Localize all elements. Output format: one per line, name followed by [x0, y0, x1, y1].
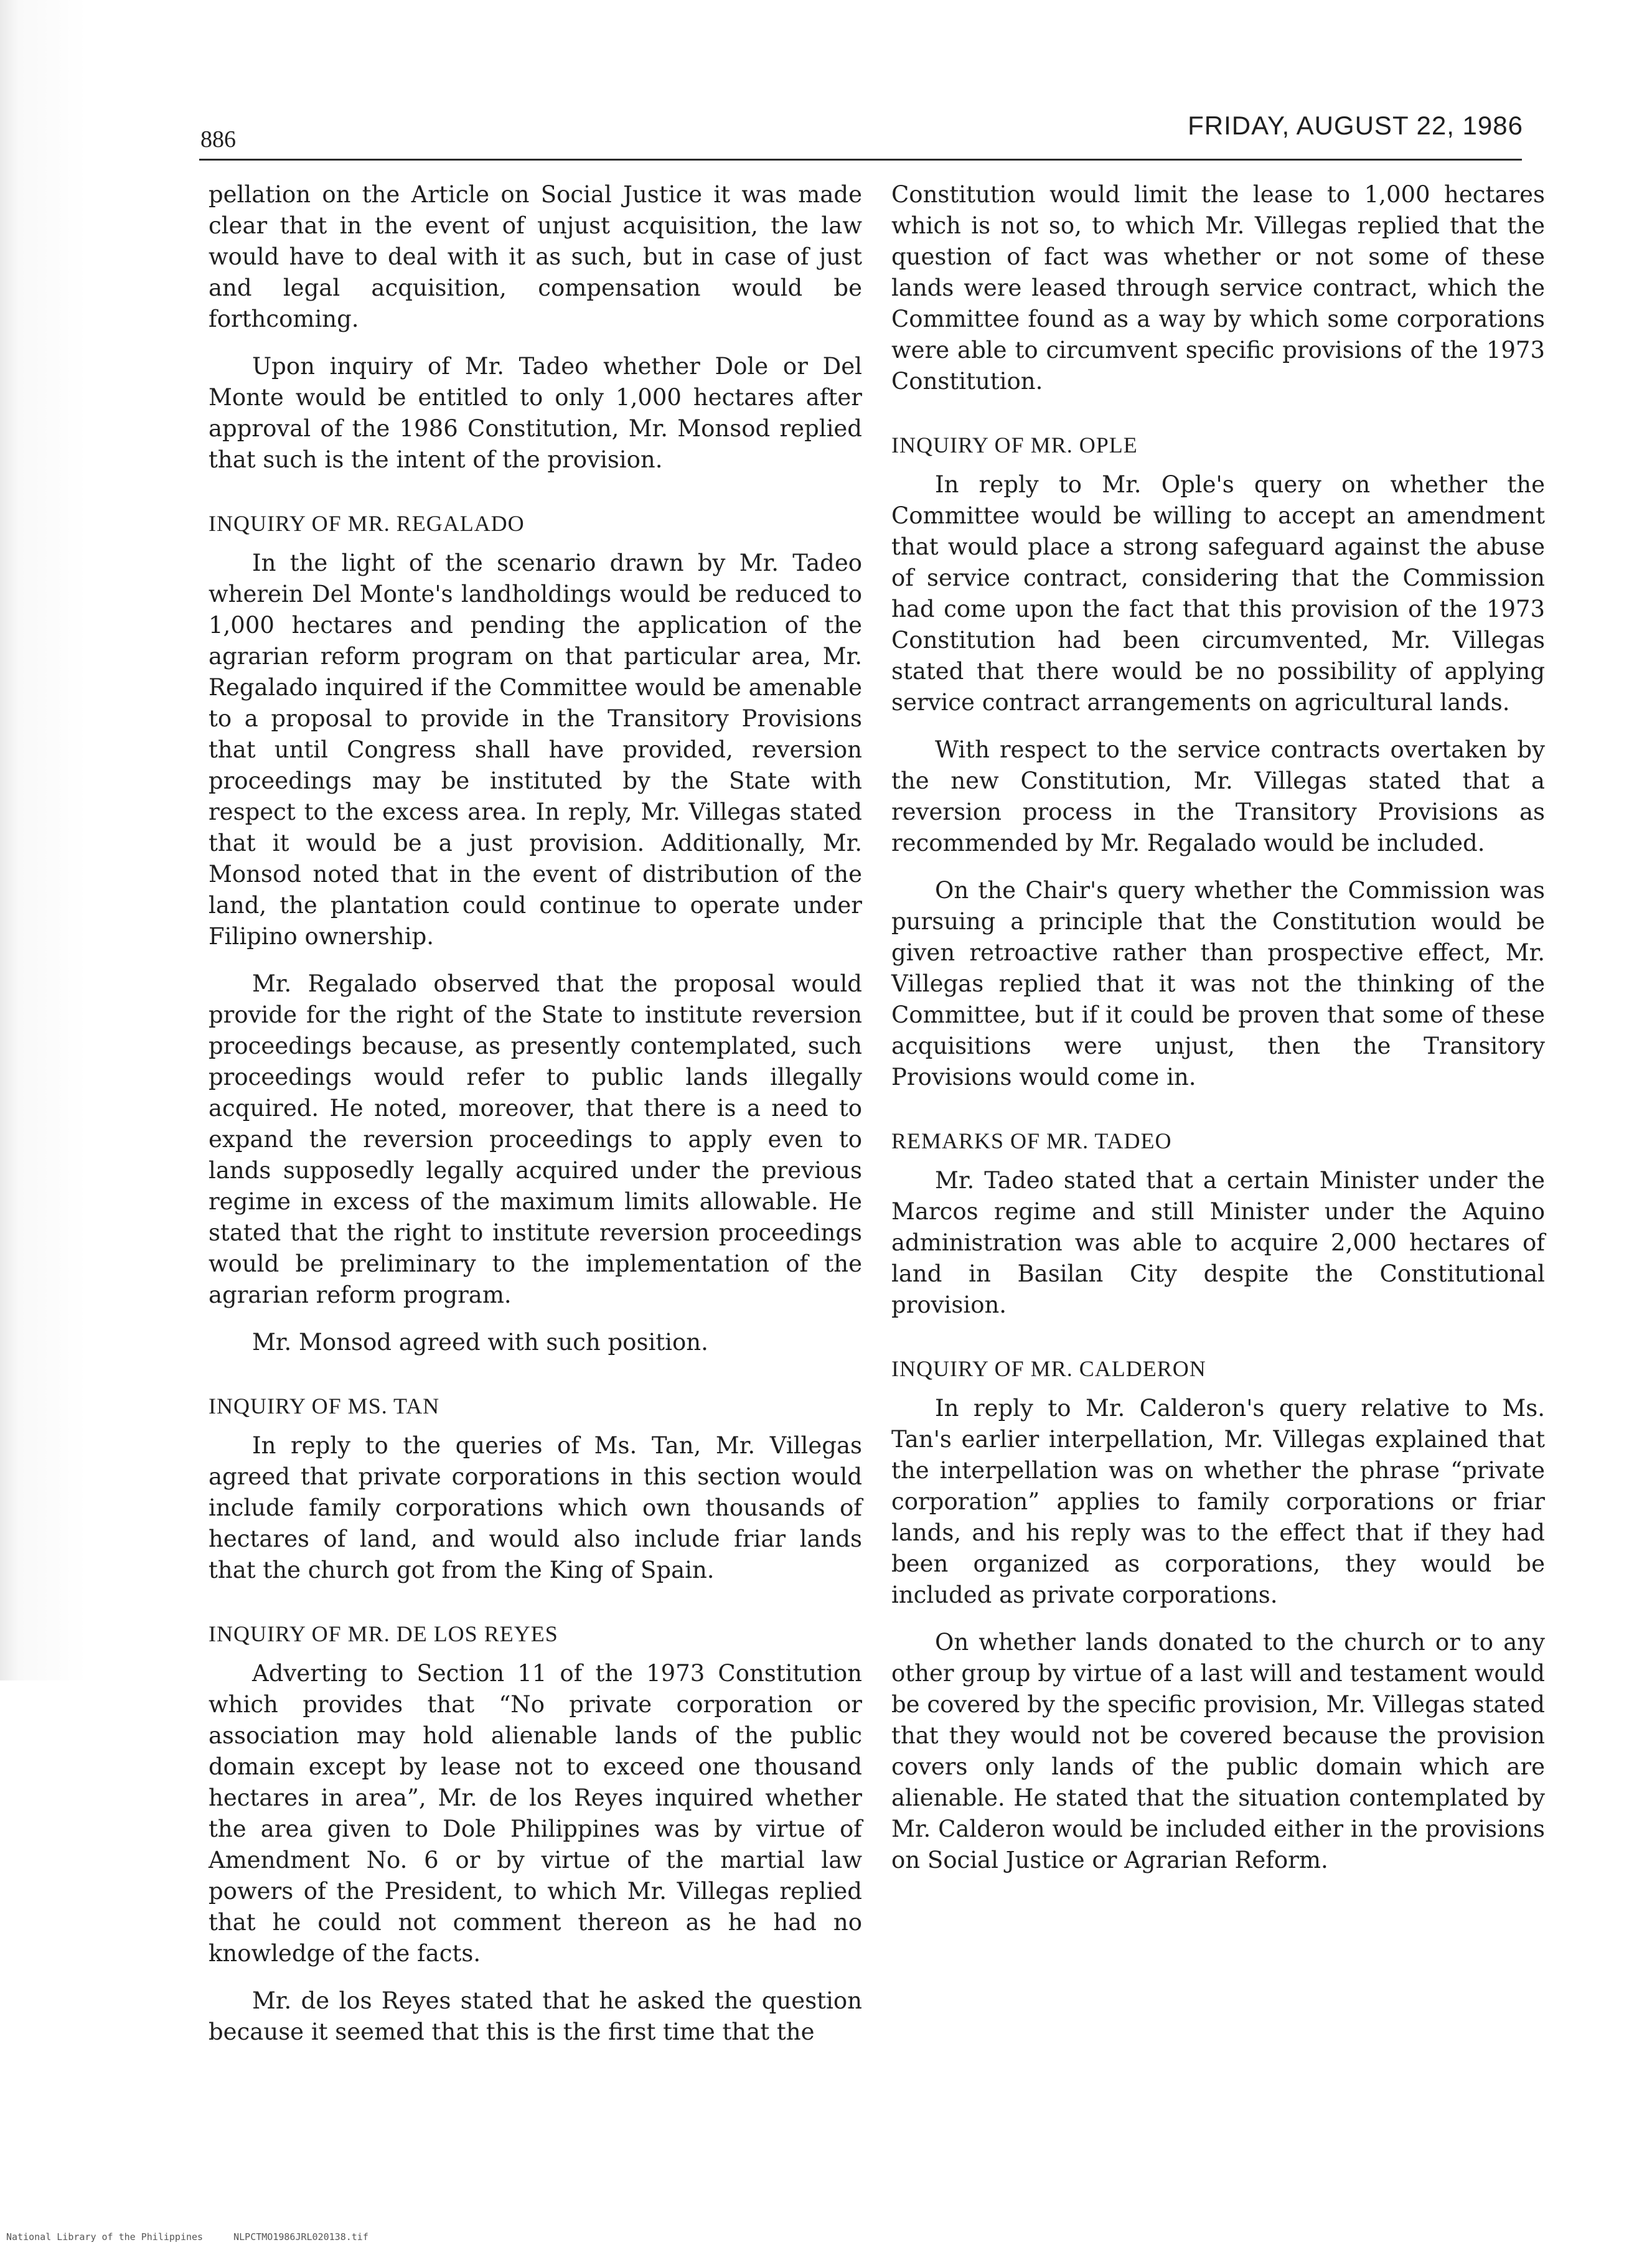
section-heading-calderon: INQUIRY OF MR. CALDERON — [891, 1356, 1206, 1381]
page-number: 886 — [200, 126, 236, 152]
section-heading-tadeo: REMARKS OF MR. TADEO — [891, 1128, 1172, 1153]
page-header — [200, 107, 1523, 163]
right-column — [891, 179, 1545, 1892]
paragraph: pellation on the Article on Social Justice it was made clear that in the event of unjust acquisition, the law would have to deal with it as such, but in case of just and legal acquisition, compensation would be forthcoming. — [209, 181, 862, 332]
binding-edge-shadow — [0, 0, 87, 1680]
paragraph: With respect to the service contracts overtaken by the new Constitution, Mr. Villegas stated that a reversion process in the Transitory Provisions as recommended by Mr. Regalado would be included. — [891, 736, 1545, 856]
paragraph: Mr. Tadeo stated that a certain Minister under the Marcos regime and still Minister under the Aquino administration was able to acquire 2,000 hectares of land in Basilan City despite the Constitutional provision. — [891, 1167, 1545, 1318]
paragraph: In reply to Mr. Calderon's query relative to Ms. Tan's earlier interpellation, Mr. Villegas explained that the interpellation was on whether the phrase “private corporation” applies to family corporations or friar lands, and his reply was to the effect that if they had been organized as corporations, they would be included as private corporations. — [891, 1395, 1545, 1608]
library-credit: National Library of the Philippines — [6, 2231, 204, 2243]
paragraph: On whether lands donated to the church or to any other group by virtue of a last will and testament would be covered by the specific provision, Mr. Villegas stated that they would not be covered because the provision covers only lands of the public domain which are alienable. He stated that the situation contemplated by Mr. Calderon would be included either in the provisions on Social Justice or Agrarian Reform. — [891, 1629, 1545, 1873]
paragraph: In reply to the queries of Ms. Tan, Mr. Villegas agreed that private corporations in this section would include family corporations which own thousands of hectares of land, and would also include friar lands that the church got from the King of Spain. — [209, 1432, 862, 1583]
scan-filename: NLPCTMO1986JRL020138.tif — [233, 2231, 368, 2243]
section-heading-de-los-reyes: INQUIRY OF MR. DE LOS REYES — [209, 1621, 558, 1646]
section-heading-tan: INQUIRY OF MS. TAN — [209, 1394, 440, 1418]
paragraph: In reply to Mr. Ople's query on whether the Committee would be willing to accept an amendment that would place a strong safeguard against the abuse of service contract, considering that the Commission had come upon the fact that this provision of the 1973 Constitution had been circumvented, Mr. Villegas stated that there would be no possibility of applying service contract arrangements on agricultural lands. — [891, 471, 1545, 716]
paragraph: Mr. de los Reyes stated that he asked the question because it seemed that this is the first time that the — [209, 1987, 862, 2045]
header-rule — [199, 159, 1522, 161]
paragraph: Mr. Regalado observed that the proposal would provide for the right of the State to institute reversion proceedings because, as presently contemplated, such proceedings would refer to public lands illegally acquired. He noted, moreover, that there is a need to expand the reversion proceedings to apply even to lands supposedly legally acquired under the previous regime in excess of the maximum limits allowable. He stated that the right to institute reversion proceedings would be preliminary to the implementation of the agrarian reform program. — [209, 970, 862, 1308]
paragraph: Upon inquiry of Mr. Tadeo whether Dole or Del Monte would be entitled to only 1,000 hectares after approval of the 1986 Constitution, Mr. Monsod replied that such is the intent of the provision. — [209, 353, 862, 473]
paragraph: On the Chair's query whether the Commission was pursuing a principle that the Constitution would be given retroactive rather than prospective effect, Mr. Villegas replied that it was not the thinking of the Committee, but if it could be proven that some of these acquisitions were unjust, then the Transitory Provisions would come in. — [891, 877, 1545, 1090]
scan-footer — [6, 2231, 393, 2243]
section-heading-ople: INQUIRY OF MR. OPLE — [891, 433, 1138, 457]
paragraph: Adverting to Section 11 of the 1973 Constitution which provides that “No private corporation or association may hold alienable lands of the public domain except by lease not to exceed one thousand hectares in area”, Mr. de los Reyes inquired whether the area given to Dole Philippines was by virtue of Amendment No. 6 or by virtue of the martial law powers of the President, to which Mr. Villegas replied that he could not comment thereon as he had no knowledge of the facts. — [209, 1660, 862, 1967]
paragraph: In the light of the scenario drawn by Mr. Tadeo wherein Del Monte's landholdings would be reduced to 1,000 hectares and pending the application of the agrarian reform program on that particular area, Mr. Regalado inquired if the Committee would be amenable to a proposal to provide in the Transitory Provisions that until Congress shall have provided, reversion proceedings may be instituted by the State with respect to the excess area. In reply, Mr. Villegas stated that it would be a just provision. Additionally, Mr. Monsod noted that in the event of distribution of the land, the plantation could continue to operate under Filipino ownership. — [209, 550, 862, 950]
session-date: FRIDAY, AUGUST 22, 1986 — [1188, 111, 1523, 140]
paragraph: Mr. Monsod agreed with such position. — [252, 1329, 708, 1356]
paragraph: Constitution would limit the lease to 1,000 hectares which is not so, to which Mr. Villegas replied that the question of fact was whether or not some of these lands were leased through service contract, which the Committee found as a way by which some corporations were able to circumvent specific provisions of the 1973 Constitution. — [891, 181, 1545, 395]
section-heading-regalado: INQUIRY OF MR. REGALADO — [209, 511, 525, 536]
left-column — [209, 179, 862, 2064]
